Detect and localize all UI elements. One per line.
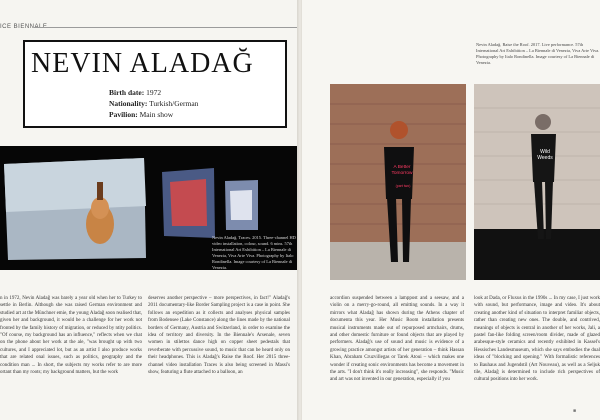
performer-image-2 (474, 84, 600, 280)
body-column-1 (0, 295, 142, 378)
end-mark: ■ (573, 408, 577, 414)
body-column-3 (330, 295, 464, 386)
right-photo-caption: Nevin Aladağ. Raise the Roof. 2017. Live performance. 57th International Art Exhibition – La Biennale di Venezia, Viva Arte Viva. Photography by Italo Rondinella. Image courtesy of La Biennale di Venezia. (476, 42, 600, 65)
installation-photo (0, 146, 298, 270)
nationality-line (109, 99, 198, 108)
body-column-1-text: n in 1972, Nevin Aladağ was barely a year old when her to Turkey to settle in Berlin. Although she was raised German environment and studied art at the Münchner emie, the young Aladağ soon realised that, given her and background, it would be a challenge for her work not fronted by the family history of migration, or reduced by ntity politics. "Of course, my background has an influence," reflects when we chat on the phone about her work at the ale, "was brought up with two cultures, and I appreciated lot, but as an artist I also produce works that are related onal issues, such as politics, geography and the condition man ... In short, the subjects my works refer to are more ortant than my roots; my background matters, but the work (0, 296, 142, 376)
left-photo-caption: Nevin Aladağ. Traces. 2015. Three-channel HD video installation, colour, sound. 6 mins. 57th International Art Exhibition – La Biennale di Venezia, Viva Arte Viva. Photography by Italo Rondinella. Image courtesy of La Biennale di Venezia. (212, 235, 296, 270)
shirt-text-a: A Better Tomorrow (391, 165, 413, 176)
performance-photo-1 (330, 84, 466, 280)
body-column-4-text: look at Dada, or Fluxus in the 1990s ... In my case, I just work with sound, but performance, image and video. It's about creating another kind of situation to interpret familiar objects, rather than creating new ones. The double, and contrived, meanings of objects is central in another of her works, Jali, a pastel fan-like folding screen/room divider, made of glazed arabesque-style ceramics and recently exhibited in Kassel's Hessisches Landesmuseum, which she says embodies the dual ideas of "blocking and opening." With formalistic references to Bauhaus and Jugendstil (Art Nouveau), as well as a Seljuk tile, Aladağ is determined to include rich perspectives of cultural positions into her work. (474, 296, 600, 383)
pavilion-label: Pavilion: (109, 110, 138, 119)
body-column-2 (148, 295, 290, 378)
birth-value: 1972 (146, 88, 162, 97)
birth-line (109, 88, 161, 97)
shirt-text-b: Wild Weeds (537, 149, 553, 161)
birth-label: Birth date: (109, 88, 145, 97)
body-column-3-text: accordion suspended between a lamppost and a seesaw, and a violin on a merry-go-round, all emitting sounds. In a way it mirrors what Aladağ has shown during the Athens chapter of documenta this year. Her Music Room installation presents musical instruments made out of repurposed armchairs, drums, and other domestic furniture or found objects that are played by performers. Aladağ's use of sound and music is evidence of a growing practice amongst artists of her generation – think Hassan Khan, Abraham Cruzvillegas or Tarek Atoui – which makes one wonder if creating sonic environments has become a movement in the arts. "I don't think it's really increasing", she responds. "Music and art was not invented in our generation, especially if you (330, 296, 464, 383)
pavilion-value: Main show (139, 110, 174, 119)
title-box (23, 40, 287, 128)
performer-image-1 (330, 84, 466, 280)
performance-photo-2 (474, 84, 600, 280)
left-page (0, 0, 298, 420)
body-column-2-text: deserves another perspective – more perspectives, in fact!" Aladağ's 2011 documentary-like Border Sampling project is a case in point. She follows an expedition as it collects and analyses physical samples from Bodensee (Lake Constance) along the lines made by the national borders of Germany, Austria and Switzerland, in order to examine the idea of territory and diversity. In the Biennale's Arsenale, seven women in stilettos dance high on copper sheet pedestals that reverberate with percussive sound, to music that can be heard only on their headphones. This is Aladağ's Raise the Roof. Her 2015 three-channel video installation Traces is also being screened in Massi's show, featuring a flute attached to a balloon, an (148, 296, 290, 376)
running-rule (34, 27, 298, 28)
nationality-value: Turkish/German (149, 99, 199, 108)
pavilion-line (109, 110, 173, 119)
nationality-label: Nationality: (109, 99, 148, 108)
body-column-4 (474, 295, 600, 386)
shirt-text-a-small: (part two) (395, 184, 411, 188)
running-head: ICE BIENNALE (0, 24, 48, 30)
artist-title: NEVIN ALADAĞ (31, 48, 254, 79)
